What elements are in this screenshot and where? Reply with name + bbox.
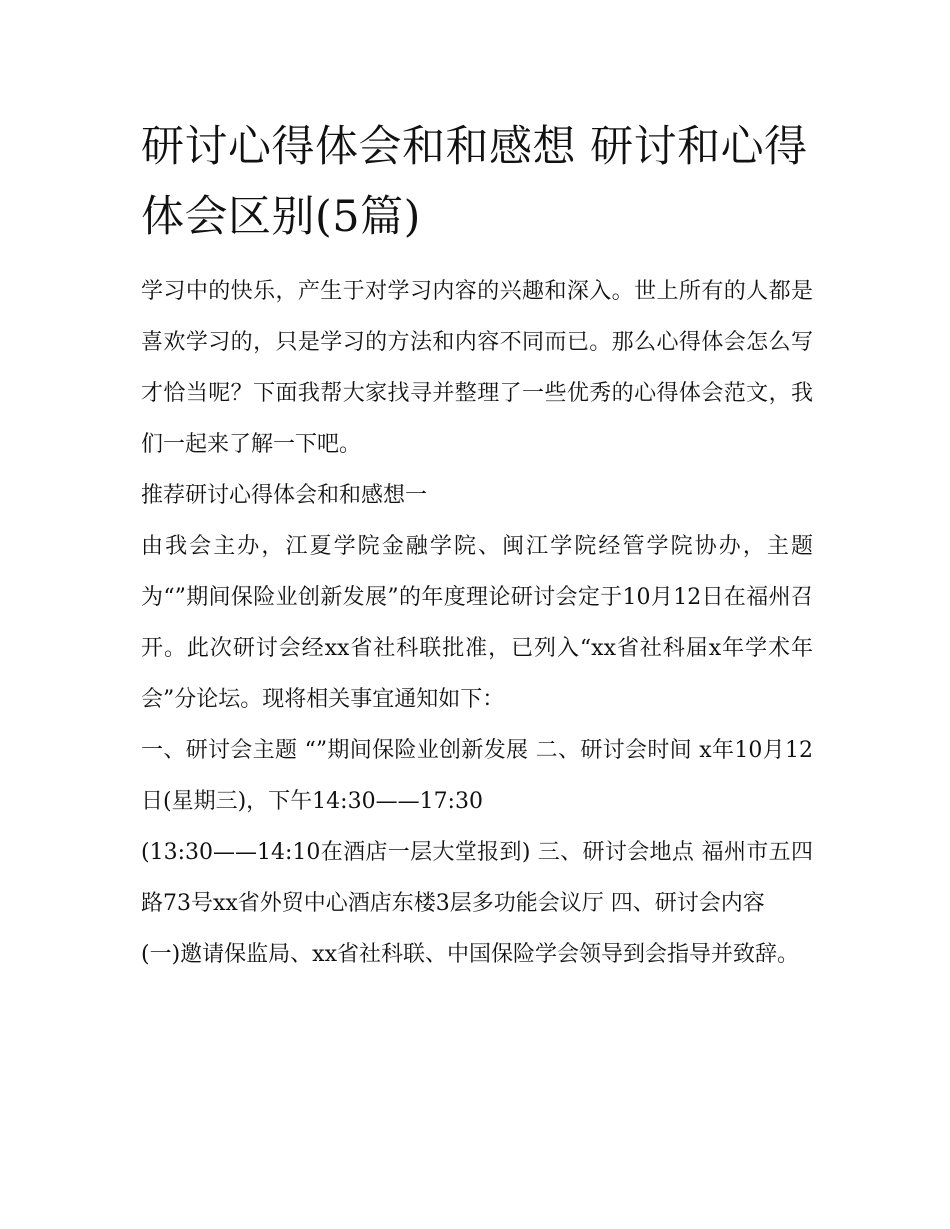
paragraph-section-heading: 推荐研讨心得体会和和感想一: [141, 483, 428, 508]
paragraph-notice: 由我会主办，江夏学院金融学院、闽江学院经管学院协办，主题为“”期间保险业创新发展”的年度理论研讨会定于10月12日在福州召开。此次研讨会经xx省社科联批准，已列入“xx省社科届x年学术年会”分论坛。现将相关事宜通知如下：: [141, 534, 813, 712]
document-title: 研讨心得体会和和感想 研讨和心得体会区别(5篇): [141, 122, 808, 242]
paragraph-content-item: (一)邀请保监局、xx省社科联、中国保险学会领导到会指导并致辞。: [141, 942, 799, 967]
paragraph-location: (13:30——14:10在酒店一层大堂报到) 三、研讨会地点 福州市五四路73号xx省外贸中心酒店东楼3层多功能会议厅 四、研讨会内容: [141, 840, 813, 916]
paragraph-theme-time: 一、研讨会主题 “”期间保险业创新发展 二、研讨会时间 x年10月12日(星期三)，下午14:30——17:30: [141, 738, 813, 814]
document-body: [141, 112, 813, 980]
paragraph-intro: 学习中的快乐，产生于对学习内容的兴趣和深入。世上所有的人都是喜欢学习的，只是学习的方法和内容不同而已。那么心得体会怎么写才恰当呢？下面我帮大家找寻并整理了一些优秀的心得体会范文，我们一起来了解一下吧。: [141, 279, 813, 457]
